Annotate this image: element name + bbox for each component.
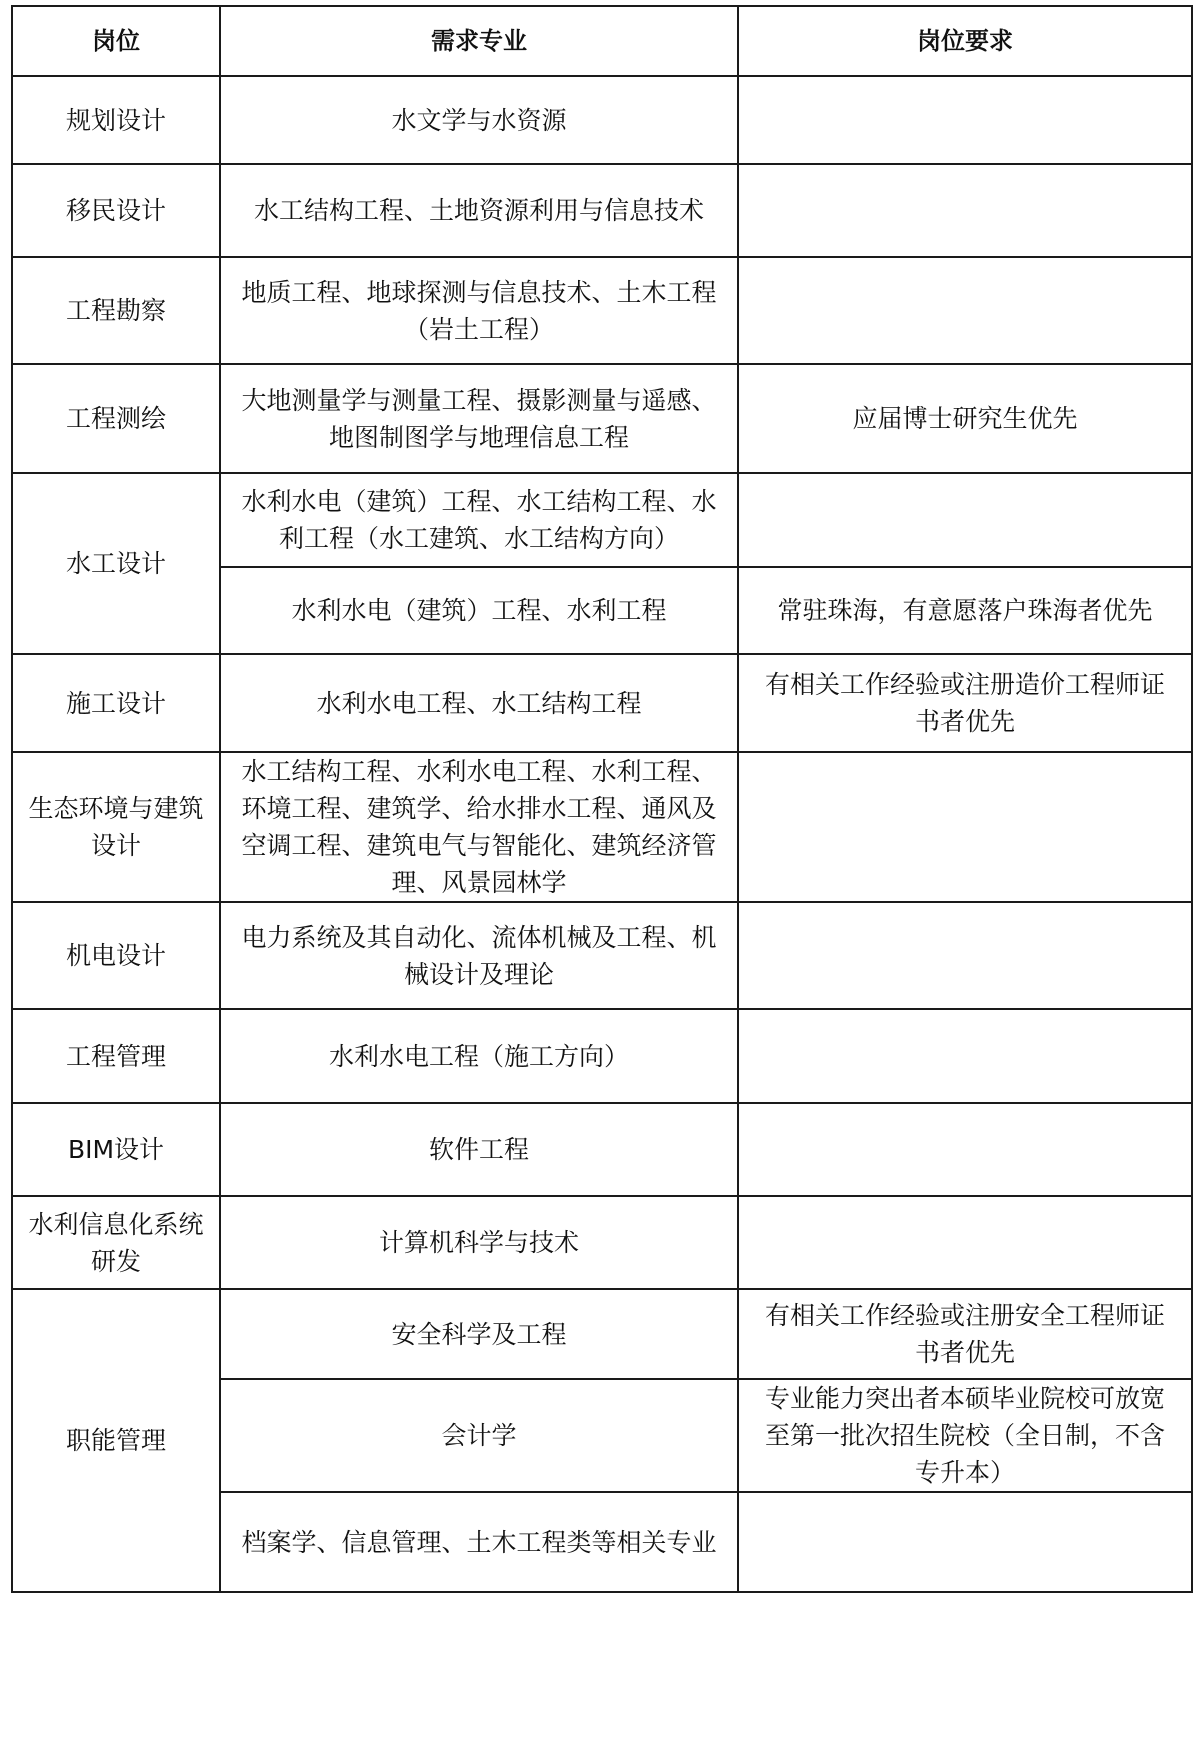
cell-requirement: 有相关工作经验或注册安全工程师证书者优先 <box>738 1289 1192 1379</box>
cell-position: 移民设计 <box>12 164 220 257</box>
cell-major: 大地测量学与测量工程、摄影测量与遥感、地图制图学与地理信息工程 <box>220 364 738 473</box>
cell-requirement <box>738 902 1192 1009</box>
cell-position: 职能管理 <box>12 1289 220 1592</box>
cell-requirement <box>738 257 1192 364</box>
cell-major: 水工结构工程、水利水电工程、水利工程、环境工程、建筑学、给水排水工程、通风及空调工程、建筑电气与智能化、建筑经济管理、风景园林学 <box>220 752 738 902</box>
cell-major: 地质工程、地球探测与信息技术、土木工程（岩土工程） <box>220 257 738 364</box>
cell-requirement <box>738 473 1192 567</box>
cell-major: 水文学与水资源 <box>220 76 738 164</box>
cell-position: 工程管理 <box>12 1009 220 1103</box>
cell-requirement: 常驻珠海，有意愿落户珠海者优先 <box>738 567 1192 654</box>
cell-position: 生态环境与建筑设计 <box>12 752 220 902</box>
cell-requirement <box>738 1196 1192 1289</box>
cell-major: 安全科学及工程 <box>220 1289 738 1379</box>
cell-requirement <box>738 1103 1192 1196</box>
cell-position: 工程勘察 <box>12 257 220 364</box>
cell-requirement <box>738 752 1192 902</box>
cell-major: 电力系统及其自动化、流体机械及工程、机械设计及理论 <box>220 902 738 1009</box>
table-row <box>12 1289 1192 1379</box>
recruitment-table <box>11 5 1193 1593</box>
table-row <box>12 902 1192 1009</box>
cell-major: 计算机科学与技术 <box>220 1196 738 1289</box>
cell-position: 施工设计 <box>12 654 220 752</box>
table-row <box>12 473 1192 567</box>
cell-position: 水利信息化系统研发 <box>12 1196 220 1289</box>
cell-position: 机电设计 <box>12 902 220 1009</box>
header-position: 岗位 <box>12 6 220 76</box>
table-row <box>12 257 1192 364</box>
cell-position: 规划设计 <box>12 76 220 164</box>
cell-requirement: 有相关工作经验或注册造价工程师证书者优先 <box>738 654 1192 752</box>
table-header-row <box>12 6 1192 76</box>
cell-requirement <box>738 1009 1192 1103</box>
cell-position: 工程测绘 <box>12 364 220 473</box>
cell-major: 水利水电（建筑）工程、水工结构工程、水利工程（水工建筑、水工结构方向） <box>220 473 738 567</box>
cell-requirement <box>738 1492 1192 1592</box>
table-row <box>12 1103 1192 1196</box>
cell-major: 档案学、信息管理、土木工程类等相关专业 <box>220 1492 738 1592</box>
cell-position: 水工设计 <box>12 473 220 654</box>
header-major: 需求专业 <box>220 6 738 76</box>
cell-position: BIM设计 <box>12 1103 220 1196</box>
cell-major: 会计学 <box>220 1379 738 1492</box>
cell-major: 水利水电工程（施工方向） <box>220 1009 738 1103</box>
cell-requirement: 专业能力突出者本硕毕业院校可放宽至第一批次招生院校（全日制，不含专升本） <box>738 1379 1192 1492</box>
table-row <box>12 1009 1192 1103</box>
table-row <box>12 76 1192 164</box>
header-requirement: 岗位要求 <box>738 6 1192 76</box>
cell-requirement <box>738 76 1192 164</box>
table-row <box>12 1196 1192 1289</box>
cell-requirement: 应届博士研究生优先 <box>738 364 1192 473</box>
table-row <box>12 164 1192 257</box>
table-row <box>12 364 1192 473</box>
cell-major: 软件工程 <box>220 1103 738 1196</box>
table-row <box>12 752 1192 902</box>
cell-major: 水利水电工程、水工结构工程 <box>220 654 738 752</box>
cell-major: 水利水电（建筑）工程、水利工程 <box>220 567 738 654</box>
table-row <box>12 654 1192 752</box>
cell-requirement <box>738 164 1192 257</box>
cell-major: 水工结构工程、土地资源利用与信息技术 <box>220 164 738 257</box>
